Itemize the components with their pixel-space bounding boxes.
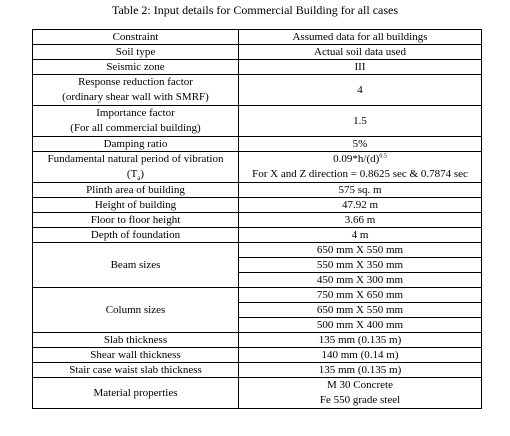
label-line: Fundamental natural period of vibration: [47, 153, 224, 165]
label-text: (T: [126, 168, 138, 180]
label-line: Response reduction factor: [78, 76, 193, 88]
table-row: [33, 213, 482, 228]
row-label: Material properties: [33, 378, 239, 409]
value-line: [241, 152, 479, 167]
row-label: Stair case waist slab thickness: [33, 363, 239, 378]
row-label: Soil type: [33, 45, 239, 60]
formula: 0.09*h/(d): [333, 153, 380, 165]
row-label: [33, 106, 239, 137]
table-row: [33, 333, 482, 348]
table-row: [33, 45, 482, 60]
label-line: (ordinary shear wall with SMRF): [62, 91, 209, 103]
row-value: III: [239, 60, 482, 75]
row-value: 47.92 m: [239, 198, 482, 213]
table-row: [33, 60, 482, 75]
table-row: [33, 75, 482, 106]
row-value: Actual soil data used: [239, 45, 482, 60]
row-value: 575 sq. m: [239, 183, 482, 198]
label-line: Importance factor: [96, 107, 175, 119]
row-value: 140 mm (0.14 m): [239, 348, 482, 363]
row-value: 3.66 m: [239, 213, 482, 228]
row-label: Seismic zone: [33, 60, 239, 75]
table-header-row: [33, 30, 482, 45]
value-line: Fe 550 grade steel: [319, 394, 401, 406]
label-line: [35, 167, 236, 182]
table-row: [33, 348, 482, 363]
row-value: 750 mm X 650 mm: [239, 288, 482, 303]
subscript: a: [137, 174, 141, 183]
row-label: Beam sizes: [33, 243, 239, 288]
table-row: [33, 378, 482, 409]
label-line: (For all commercial building): [70, 122, 201, 134]
value-line: M 30 Concrete: [327, 379, 393, 391]
row-value: [239, 152, 482, 183]
row-label: [33, 152, 239, 183]
row-label: Column sizes: [33, 288, 239, 333]
table-row: [33, 243, 482, 258]
table-row: [33, 363, 482, 378]
table-row: [33, 152, 482, 183]
table-row: [33, 288, 482, 303]
row-label: Slab thickness: [33, 333, 239, 348]
row-value: 650 mm X 550 mm: [239, 303, 482, 318]
header-constraint: Constraint: [33, 30, 239, 45]
header-assumed-data: Assumed data for all buildings: [239, 30, 482, 45]
row-label: Shear wall thickness: [33, 348, 239, 363]
row-label: Depth of foundation: [33, 228, 239, 243]
row-value: 4: [239, 75, 482, 106]
table-caption: Table 2: Input details for Commercial Building for all cases: [111, 3, 399, 17]
row-label: Height of building: [33, 198, 239, 213]
row-value: 135 mm (0.135 m): [239, 363, 482, 378]
table-row: [33, 183, 482, 198]
table-row: [33, 137, 482, 152]
row-label: Damping ratio: [33, 137, 239, 152]
row-value: 1.5: [239, 106, 482, 137]
row-value: 550 mm X 350 mm: [239, 258, 482, 273]
row-value: [239, 378, 482, 409]
row-value: 500 mm X 400 mm: [239, 318, 482, 333]
table-row: [33, 106, 482, 137]
row-label: Floor to floor height: [33, 213, 239, 228]
row-value: 4 m: [239, 228, 482, 243]
label-text: ): [140, 168, 145, 180]
exponent: 0.5: [379, 153, 387, 160]
row-value: 5%: [239, 137, 482, 152]
table-row: [33, 228, 482, 243]
row-label: [33, 75, 239, 106]
input-details-table: [32, 29, 482, 409]
row-value: 450 mm X 300 mm: [239, 273, 482, 288]
table-row: [33, 198, 482, 213]
row-label: Plinth area of building: [33, 183, 239, 198]
row-value: 135 mm (0.135 m): [239, 333, 482, 348]
row-value: 650 mm X 550 mm: [239, 243, 482, 258]
value-line: For X and Z direction = 0.8625 sec & 0.7874 sec: [252, 168, 468, 180]
